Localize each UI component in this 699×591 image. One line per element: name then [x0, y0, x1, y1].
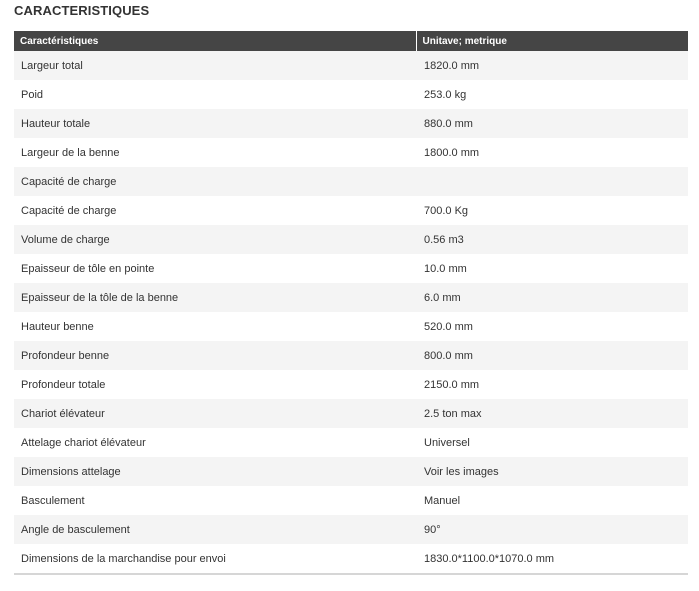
row-value: 520.0 mm — [416, 312, 688, 341]
row-label: Largeur total — [14, 51, 416, 80]
row-value: 700.0 Kg — [416, 196, 688, 225]
row-label: Profondeur benne — [14, 341, 416, 370]
table-row — [14, 428, 688, 457]
table-row — [14, 254, 688, 283]
table-row — [14, 167, 688, 196]
table-header-row — [14, 31, 688, 51]
row-label: Volume de charge — [14, 225, 416, 254]
column-header-characteristics: Caractéristiques — [14, 31, 416, 51]
table-header — [14, 31, 688, 51]
row-value: Universel — [416, 428, 688, 457]
row-label: Capacité de charge — [14, 167, 416, 196]
table-row — [14, 109, 688, 138]
column-header-metric-unit: Unitave; metrique — [416, 31, 688, 51]
row-value: 2150.0 mm — [416, 370, 688, 399]
table-row — [14, 486, 688, 515]
row-value: 800.0 mm — [416, 341, 688, 370]
row-value: 2.5 ton max — [416, 399, 688, 428]
row-label: Profondeur totale — [14, 370, 416, 399]
row-value: 253.0 kg — [416, 80, 688, 109]
table-row — [14, 283, 688, 312]
table-row — [14, 370, 688, 399]
row-label: Largeur de la benne — [14, 138, 416, 167]
row-value: Manuel — [416, 486, 688, 515]
row-label: Dimensions de la marchandise pour envoi — [14, 544, 416, 574]
table-row — [14, 225, 688, 254]
row-label: Poid — [14, 80, 416, 109]
row-label: Angle de basculement — [14, 515, 416, 544]
row-value: 0.56 m3 — [416, 225, 688, 254]
table-body — [14, 51, 688, 574]
row-label: Hauteur totale — [14, 109, 416, 138]
specifications-table — [14, 31, 688, 575]
row-label: Basculement — [14, 486, 416, 515]
row-label: Attelage chariot élévateur — [14, 428, 416, 457]
table-row — [14, 544, 688, 574]
row-value: 880.0 mm — [416, 109, 688, 138]
row-label: Chariot élévateur — [14, 399, 416, 428]
table-row — [14, 341, 688, 370]
row-label: Capacité de charge — [14, 196, 416, 225]
table-row — [14, 312, 688, 341]
row-label: Epaisseur de tôle en pointe — [14, 254, 416, 283]
row-value: 1800.0 mm — [416, 138, 688, 167]
table-row — [14, 196, 688, 225]
row-value: 90° — [416, 515, 688, 544]
row-value: 6.0 mm — [416, 283, 688, 312]
row-value: 1820.0 mm — [416, 51, 688, 80]
table-row — [14, 80, 688, 109]
table-row — [14, 457, 688, 486]
row-label: Epaisseur de la tôle de la benne — [14, 283, 416, 312]
row-label: Hauteur benne — [14, 312, 416, 341]
row-value: 1830.0*1100.0*1070.0 mm — [416, 544, 688, 574]
table-row — [14, 515, 688, 544]
row-value — [416, 167, 688, 196]
section-title: CARACTERISTIQUES — [14, 3, 150, 18]
row-value: 10.0 mm — [416, 254, 688, 283]
table-row — [14, 138, 688, 167]
table-row — [14, 51, 688, 80]
row-value: Voir les images — [416, 457, 688, 486]
row-label: Dimensions attelage — [14, 457, 416, 486]
table-row — [14, 399, 688, 428]
